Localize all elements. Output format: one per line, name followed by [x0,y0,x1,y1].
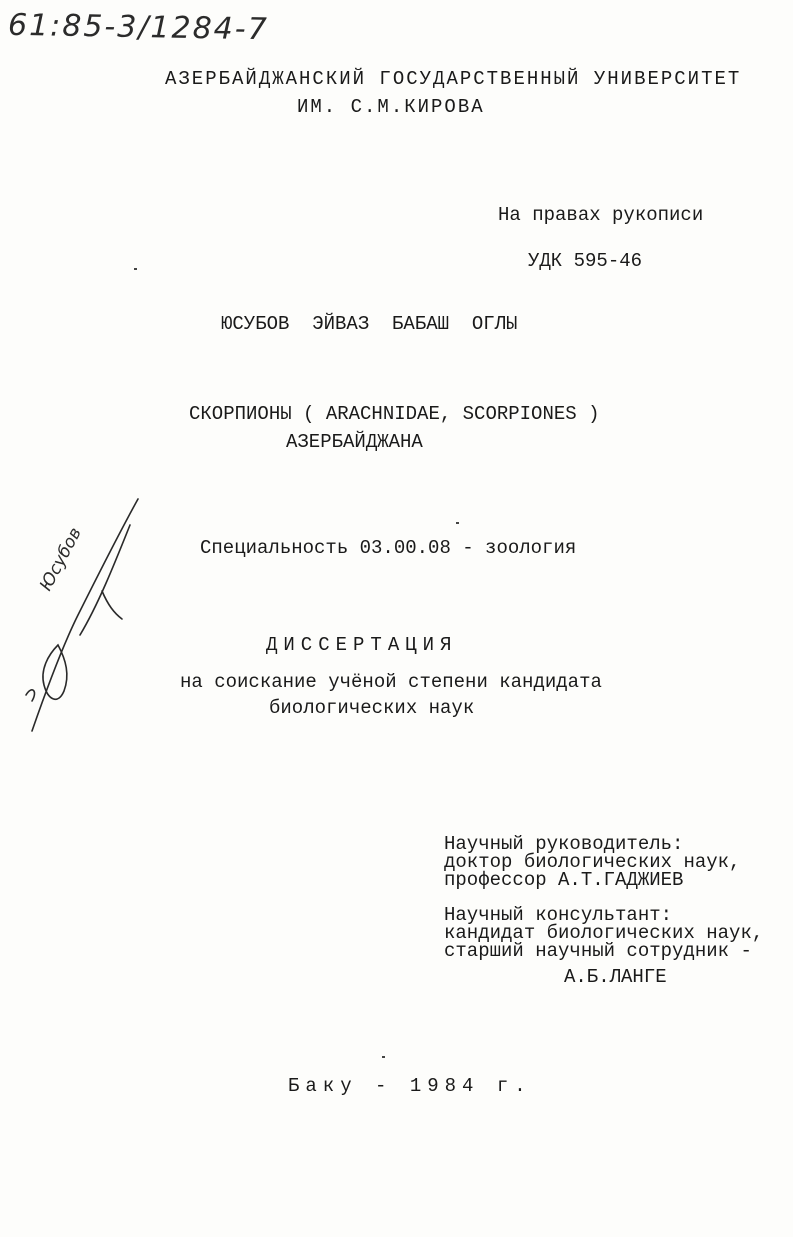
supervisor-name: профессор А.Т.ГАДЖИЕВ [444,869,684,891]
scan-speck [134,268,137,270]
scan-speck [382,1056,385,1058]
city-year: Баку - 1984 г. [288,1075,532,1097]
specialty: Специальность 03.00.08 - зоология [200,537,577,559]
scan-speck [456,522,459,524]
author-name: ЮСУБОВ ЭЙВАЗ БАБАШ ОГЛЫ [221,313,518,335]
consultant-degree: кандидат биологических наук, [444,922,764,944]
dissertation-title-line1: СКОРПИОНЫ ( ARACHNIDAE, SCORPIONES ) [189,403,600,425]
udc-code: УДК 595-46 [528,250,643,272]
institution-name: АЗЕРБАЙДЖАНСКИЙ ГОСУДАРСТВЕННЫЙ УНИВЕРСИТЕТ [165,68,742,90]
consultant-name: А.Б.ЛАНГЕ [564,966,667,988]
degree-line2: биологических наук [269,697,475,719]
dissertation-title-line2: АЗЕРБАЙДЖАНА [286,431,423,453]
document-type: ДИССЕРТАЦИЯ [266,634,458,656]
consultant-position: старший научный сотрудник - [444,940,752,962]
supervisor-label: Научный руководитель: [444,833,684,855]
degree-line1: на соискание учёной степени кандидата [180,671,602,693]
archive-code: 61:85-3/1284-7 [7,7,270,48]
signature-text: Юсубов [36,524,86,595]
manuscript-rights: На правах рукописи [498,204,704,226]
consultant-label: Научный консультант: [444,904,673,926]
supervisor-degree: доктор биологических наук, [444,851,741,873]
institution-dedication: ИМ. С.М.КИРОВА [297,96,485,118]
signature [18,495,148,735]
